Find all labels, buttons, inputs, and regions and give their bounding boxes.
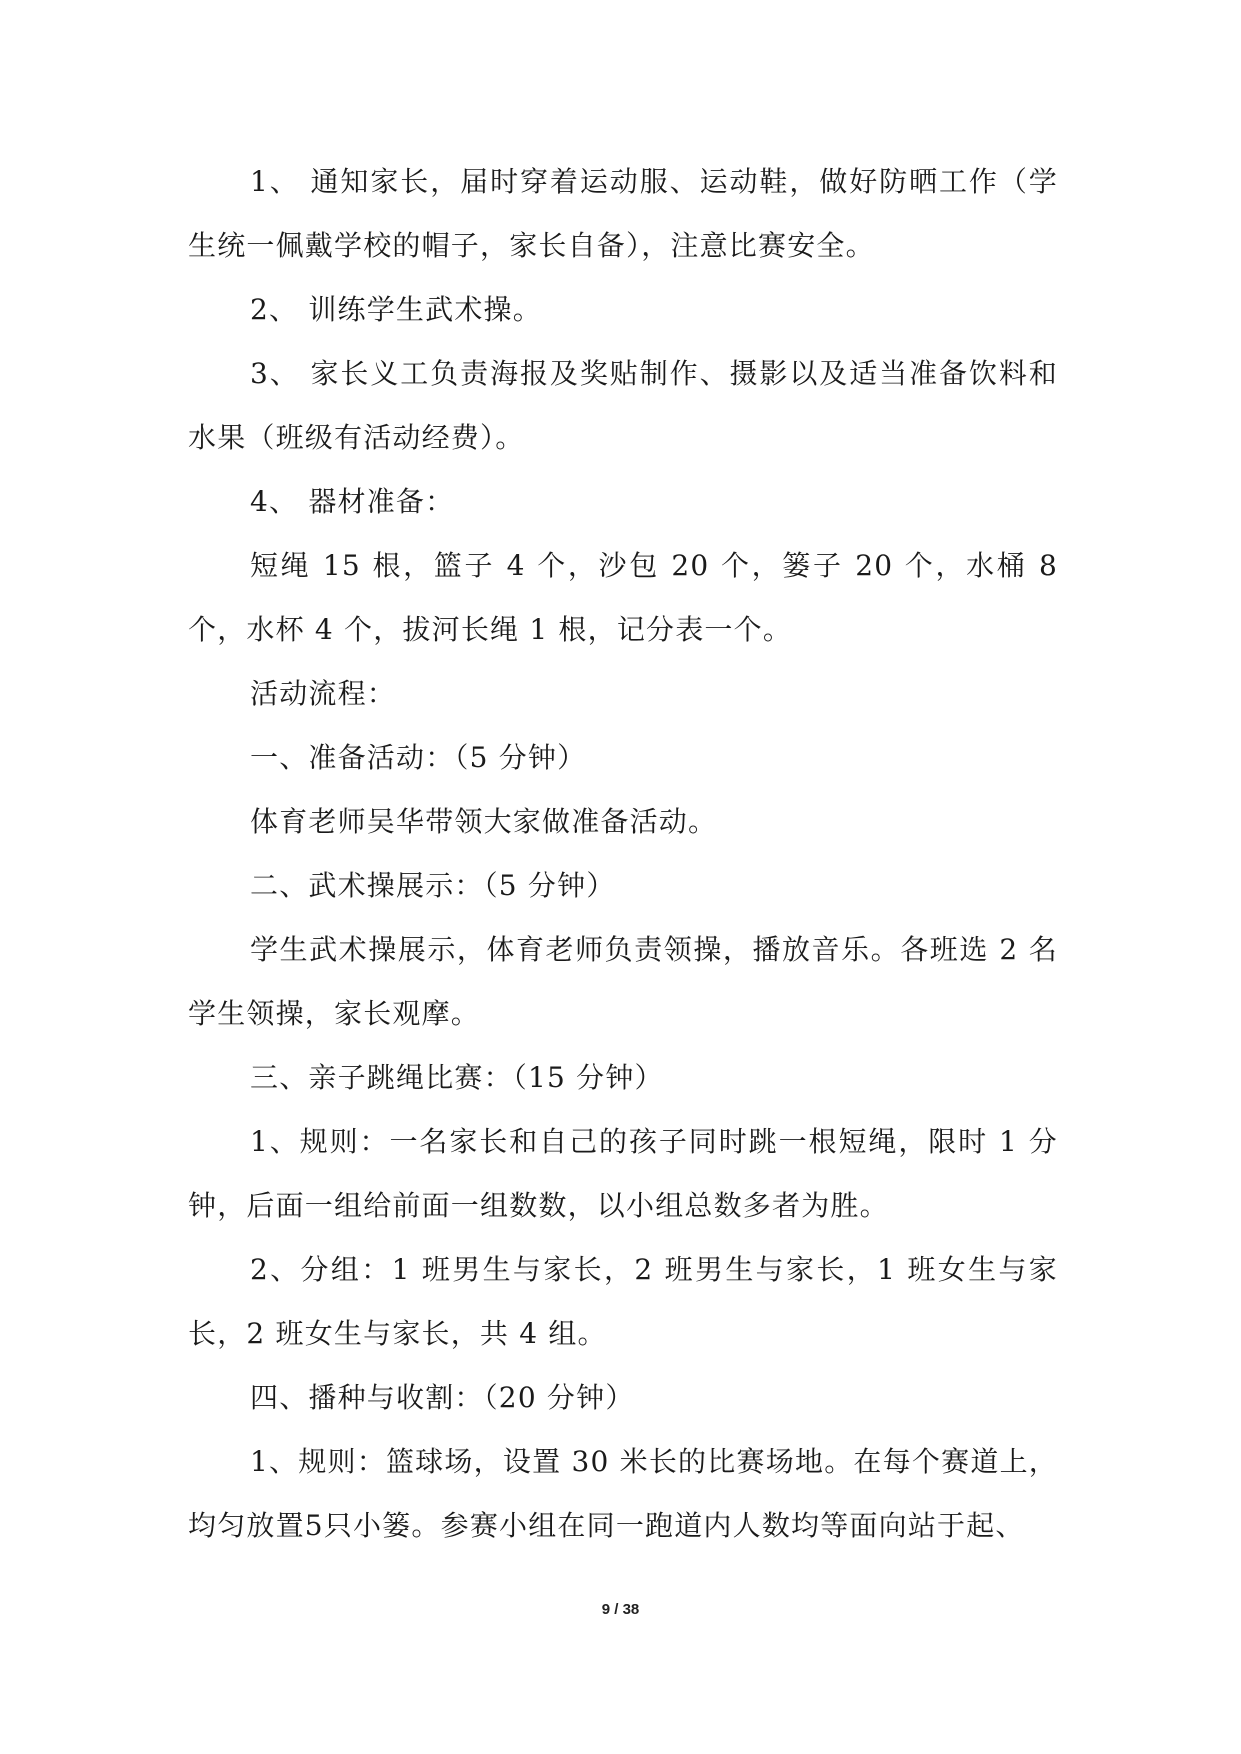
martial-arts-heading: 二、武术操展示：（5 分钟） [250,869,616,902]
rope-skipping-groups-paragraph: 2、分组：1 班男生与家长，2 班男生与家长，1 班女生与家长，2 班女生与家长，共 4 组。 [188,1253,1058,1350]
activity-flow-heading: 活动流程： [250,677,397,710]
document-body [188,150,1058,1558]
sowing-harvest-heading: 四、播种与收割：（20 分钟） [250,1381,635,1414]
equipment-heading: 4、 器材准备： [250,485,455,518]
train-students-paragraph: 2、 训练学生武术操。 [250,293,542,326]
volunteer-parents-paragraph: 3、 家长义工负责海报及奖贴制作、摄影以及适当准备饮料和水果（班级有活动经费）。 [188,357,1058,454]
sowing-harvest-rules-paragraph: 1、规则：篮球场，设置 30 米长的比赛场地。在每个赛道上，均匀放置5只小篓。参赛小组在同一跑道内人数均等面向站于起、 [188,1445,1058,1542]
notice-parents-paragraph: 1、 通知家长，届时穿着运动服、运动鞋，做好防晒工作（学生统一佩戴学校的帽子，家长自备），注意比赛安全。 [188,165,1058,262]
page-number: 9 / 38 [601,1601,640,1618]
warmup-heading: 一、准备活动：（5 分钟） [250,741,587,774]
warmup-paragraph: 体育老师吴华带领大家做准备活动。 [250,805,718,838]
rope-skipping-heading: 三、亲子跳绳比赛：（15 分钟） [250,1061,664,1094]
martial-arts-paragraph: 学生武术操展示，体育老师负责领操，播放音乐。各班选 2 名学生领操，家长观摩。 [188,933,1058,1030]
rope-skipping-rules-paragraph: 1、规则：一名家长和自己的孩子同时跳一根短绳，限时 1 分钟，后面一组给前面一组数数，以小组总数多者为胜。 [188,1125,1058,1222]
equipment-list-paragraph: 短绳 15 根，篮子 4 个，沙包 20 个，篓子 20 个，水桶 8 个，水杯 4 个，拔河长绳 1 根，记分表一个。 [188,549,1058,646]
